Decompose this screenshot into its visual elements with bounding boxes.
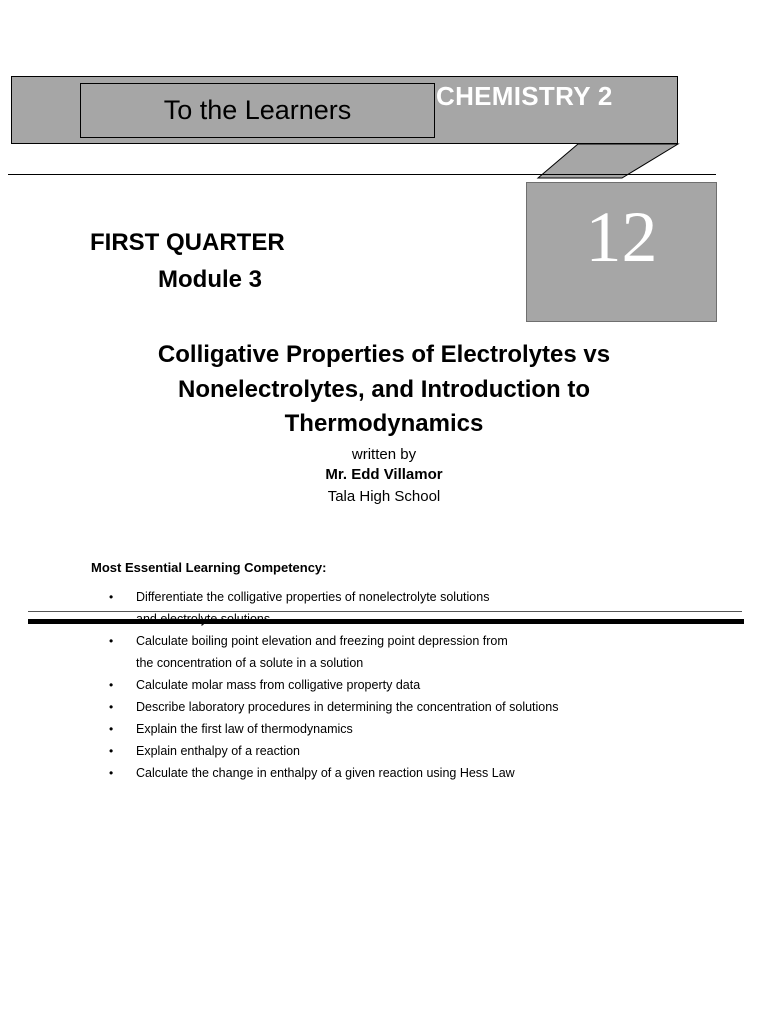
competency-text: Calculate the change in enthalpy of a given reaction using Hess Law bbox=[136, 766, 515, 780]
header-divider bbox=[8, 174, 716, 175]
module-title bbox=[60, 338, 708, 442]
bullet-icon: • bbox=[109, 590, 114, 604]
competency-text: Explain enthalpy of a reaction bbox=[136, 744, 300, 758]
competency-list bbox=[109, 586, 669, 784]
quarter-label: FIRST QUARTER bbox=[90, 229, 285, 256]
list-item bbox=[109, 740, 669, 762]
grade-number: 12 bbox=[585, 196, 658, 277]
competency-text: Describe laboratory procedures in determining the concentration of solutions bbox=[136, 700, 559, 714]
competency-text: Calculate boiling point elevation and freezing point depression from bbox=[136, 634, 508, 648]
competency-text-continued: the concentration of a solute in a solution bbox=[136, 656, 364, 670]
list-item bbox=[109, 674, 669, 696]
list-item bbox=[109, 762, 669, 784]
competency-text: Differentiate the colligative properties of nonelectrolyte solutions bbox=[136, 590, 490, 604]
module-title-line: Colligative Properties of Electrolytes vs bbox=[157, 341, 611, 368]
competency-heading: Most Essential Learning Competency: bbox=[91, 560, 327, 575]
bullet-icon: • bbox=[109, 678, 114, 692]
list-item bbox=[109, 696, 669, 718]
bullet-icon: • bbox=[109, 766, 114, 780]
competency-text: Explain the first law of thermodynamics bbox=[136, 722, 353, 736]
competency-text: Calculate molar mass from colligative property data bbox=[136, 678, 421, 692]
school-name: Tala High School bbox=[327, 488, 441, 505]
module-title-line: Nonelectrolytes, and Introduction to bbox=[177, 375, 591, 403]
bullet-icon: • bbox=[109, 700, 114, 714]
grade-box bbox=[526, 182, 717, 322]
list-item bbox=[109, 718, 669, 740]
module-title-line: Thermodynamics bbox=[284, 410, 484, 437]
written-by-label: written by bbox=[351, 446, 417, 463]
page-divider-thick bbox=[28, 619, 744, 624]
module-number: Module 3 bbox=[158, 266, 263, 293]
list-item bbox=[109, 630, 669, 674]
bullet-icon: • bbox=[109, 722, 114, 736]
bullet-icon: • bbox=[109, 744, 114, 758]
author-name: Mr. Edd Villamor bbox=[325, 466, 443, 483]
subject-title: CHEMISTRY 2 bbox=[436, 81, 613, 111]
bullet-icon: • bbox=[109, 634, 114, 648]
to-the-learners-box: To the Learners bbox=[80, 83, 435, 138]
page-divider-thin bbox=[28, 611, 742, 612]
